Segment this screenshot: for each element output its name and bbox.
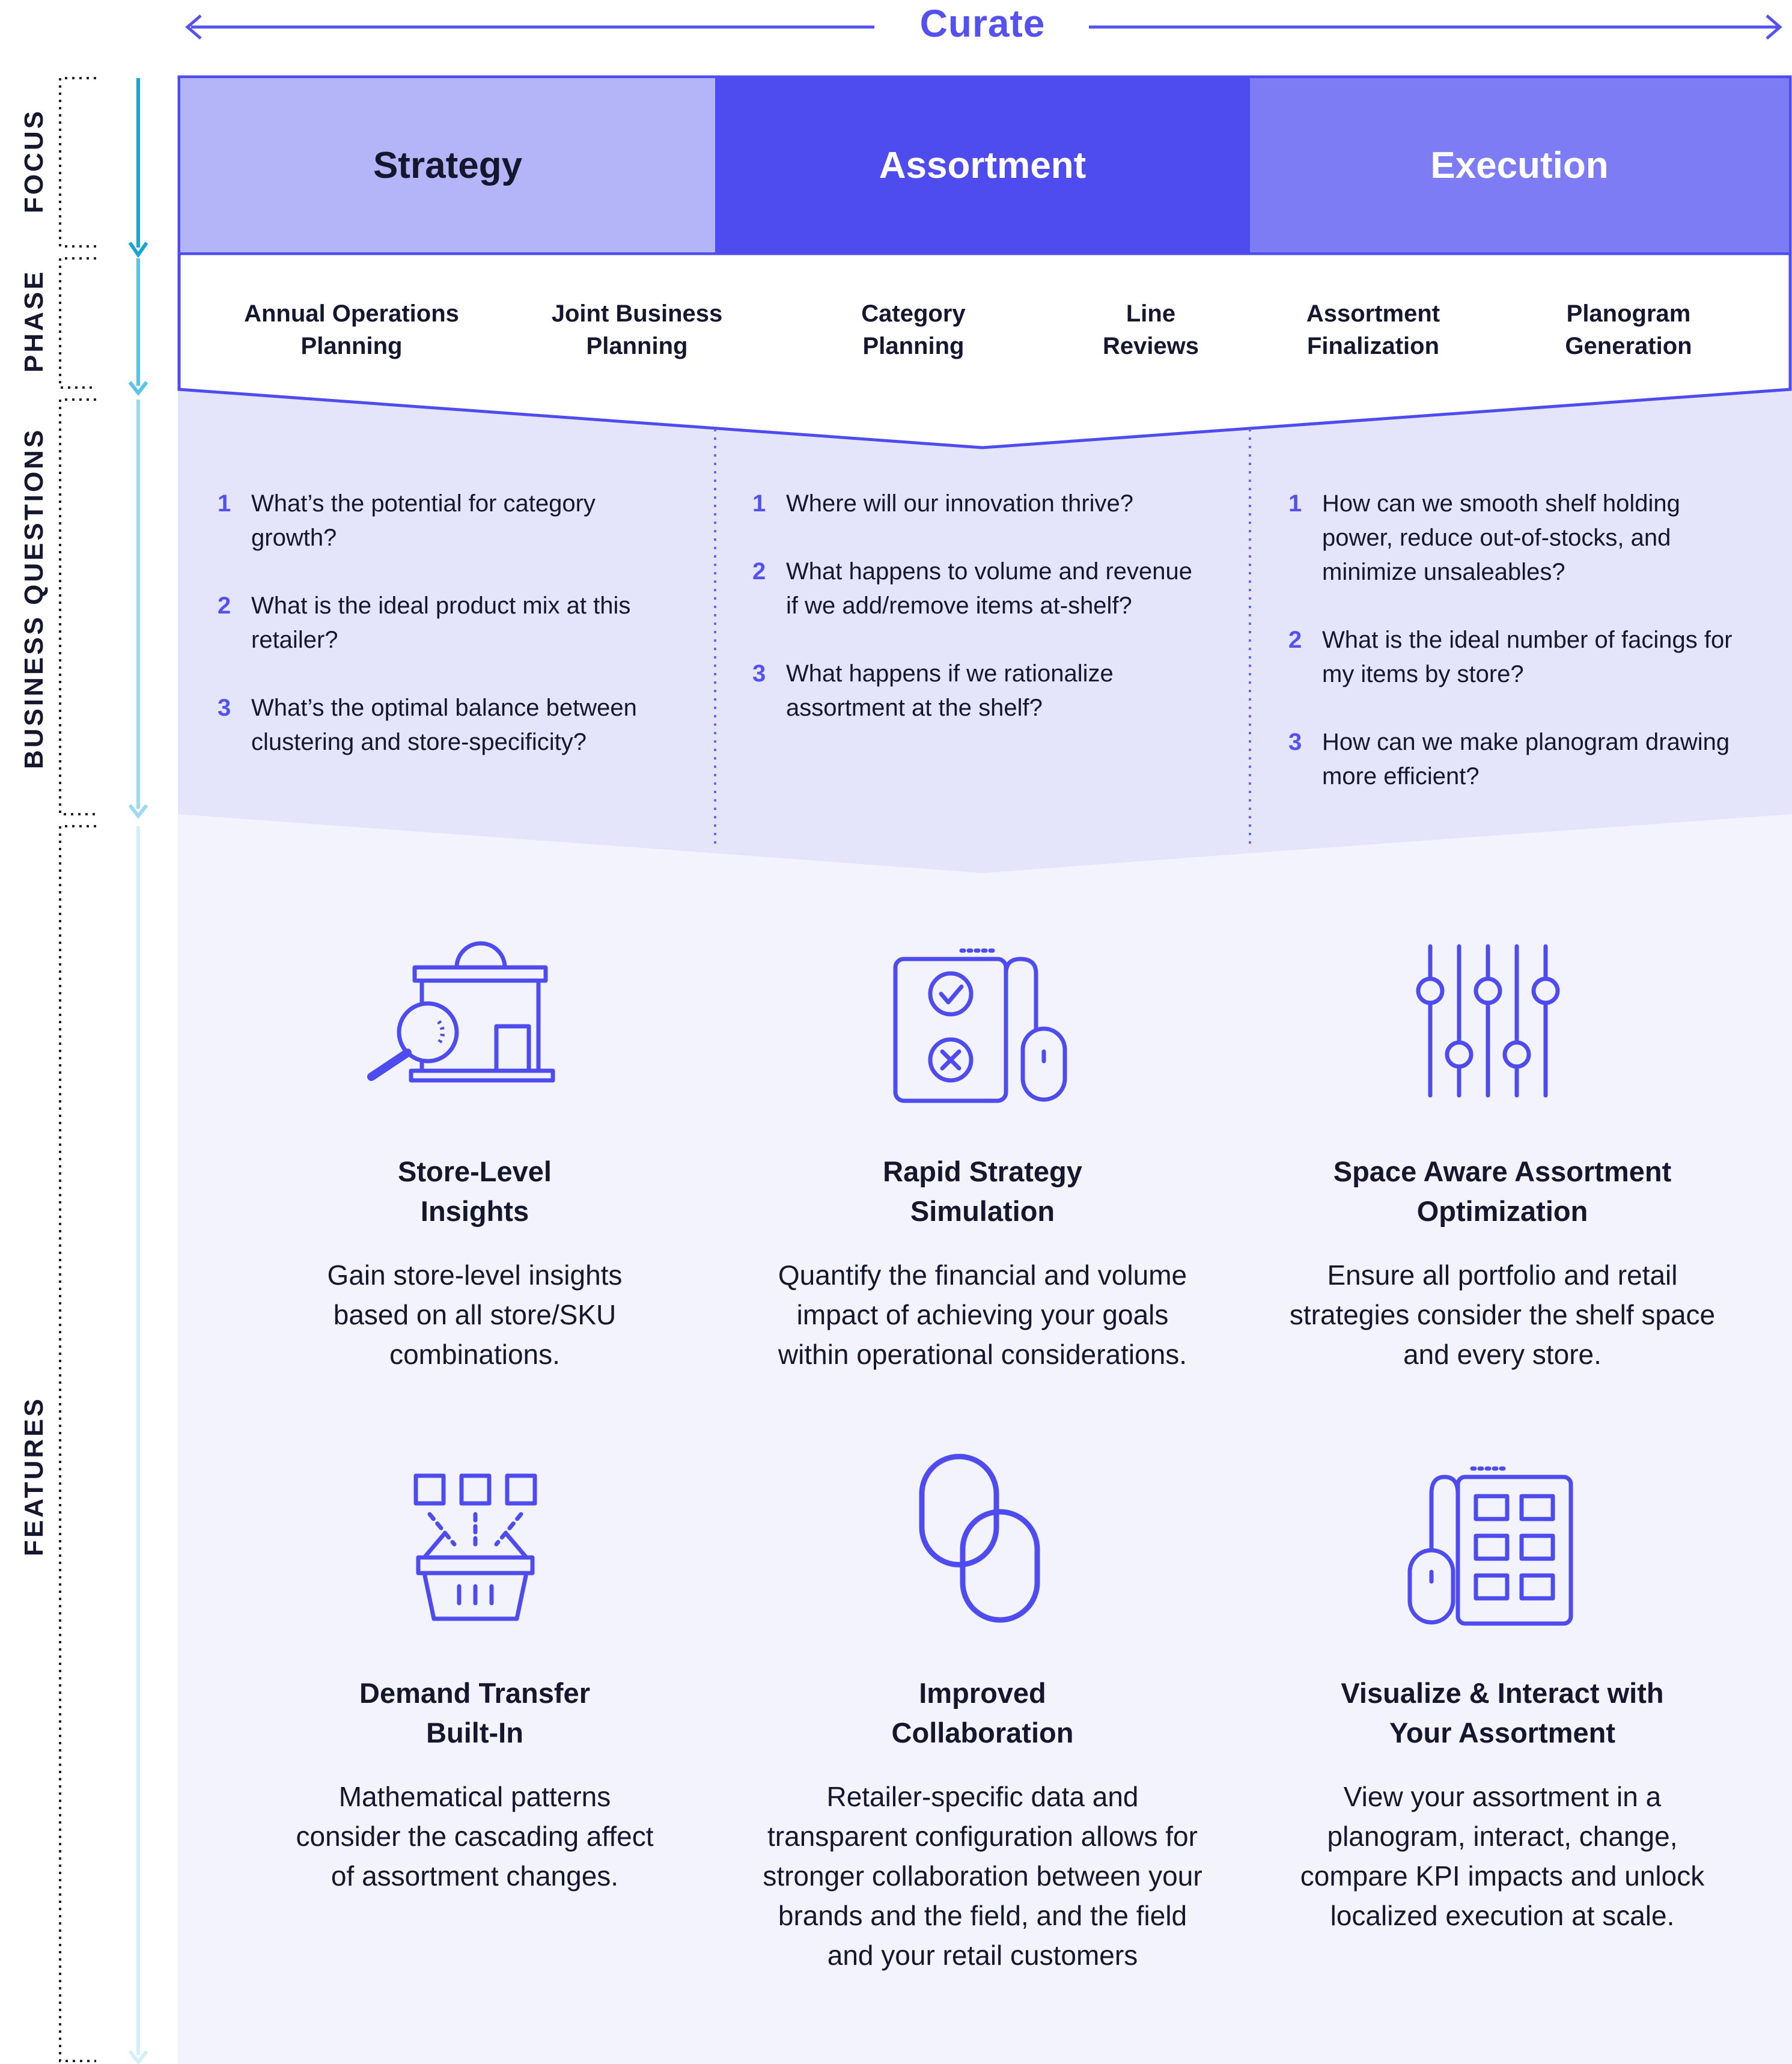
feature-desc-line: based on all store/SKU [333,1299,617,1330]
phase-assortment-finalization [1280,297,1466,362]
rail-label-business-questions: BUSINESS QUESTIONS [19,427,49,769]
question-text: What happens if we rationalize assortment at the shelf? [786,660,1114,721]
questions-assortment [752,487,1209,759]
feature-title-line: Simulation [910,1195,1055,1227]
question-number: 1 [218,490,231,517]
feature-title-demand-transfer-built-in [210,1673,739,1753]
phase-planogram-generation [1538,297,1719,362]
feature-desc-improved-collaboration [715,1777,1250,1975]
phase-joint-business-planning [529,297,745,362]
feature-title-line: Demand Transfer [359,1677,590,1709]
feature-desc-demand-transfer-built-in [210,1777,739,1896]
phase-line: Joint Business [551,300,723,327]
question-text: How can we make planogram drawing more efficient? [1322,729,1730,790]
phase-line: Line [1126,300,1176,327]
simulation-checklist-icon [889,937,1088,1106]
feature-desc-line: consider the cascading affect [296,1821,654,1852]
feature-title-store-level-insights [210,1152,739,1231]
feature-title-line: Your Assortment [1389,1717,1616,1749]
questions-execution [1288,487,1745,827]
feature-title-line: Store-Level [398,1155,552,1187]
question-item [218,589,674,657]
question-item [752,487,1209,521]
feature-desc-line: strategies consider the shelf space [1289,1299,1716,1330]
store-search-icon [355,937,565,1106]
rail-label-phase: PHASE [19,269,49,373]
feature-desc-line: within operational considerations. [778,1339,1187,1370]
feature-desc-line: Quantify the financial and volume [778,1259,1187,1291]
feature-desc-space-aware-assortment-optimization [1250,1255,1755,1374]
feature-title-line: Space Aware Assortment [1333,1155,1672,1187]
basket-transfer-icon [397,1466,553,1628]
phase-line: Category [861,300,966,327]
linked-rings-icon [907,1448,1052,1628]
feature-desc-line: Retailer-specific data and [826,1781,1139,1812]
feature-desc-line: Mathematical patterns [338,1781,611,1812]
question-item [1288,487,1745,589]
sliders-icon [1406,940,1562,1103]
feature-desc-line: and your retail customers [827,1940,1138,1971]
feature-desc-line: and every store. [1403,1339,1602,1370]
planogram-grid-icon [1388,1460,1586,1628]
phase-category-planning [817,297,1010,362]
question-number: 1 [752,490,766,517]
question-number: 2 [218,592,231,619]
focus-assortment [715,78,1250,252]
feature-title-visualize-interact [1250,1673,1755,1753]
question-text: Where will our innovation thrive? [786,490,1134,517]
feature-title-line: Visualize & Interact with [1341,1677,1664,1709]
phase-annual-operations-planning [231,297,472,362]
question-number: 3 [218,695,231,721]
phase-line: Planning [586,333,688,359]
feature-desc-rapid-strategy-simulation [715,1255,1250,1374]
feature-desc-line: of assortment changes. [331,1860,619,1892]
question-number: 2 [1288,627,1302,653]
feature-title-rapid-strategy-simulation [715,1152,1250,1231]
phase-line: Planning [862,333,965,359]
focus-execution [1250,78,1789,252]
rail-label-focus: FOCUS [19,109,49,213]
question-item [218,691,674,760]
focus-strategy [180,78,715,252]
question-text: How can we smooth shelf holding power, reduce out-of-stocks, and minimize unsaleables? [1322,490,1680,585]
feature-desc-line: impact of achieving your goals [796,1299,1169,1330]
feature-desc-line: localized execution at scale. [1330,1900,1675,1931]
phase-line: Finalization [1307,333,1439,359]
rail-label-features: FEATURES [19,1396,49,1556]
feature-title-line: Collaboration [891,1717,1074,1749]
question-text: What’s the potential for category growth? [251,490,596,551]
question-number: 2 [752,558,766,585]
feature-title-space-aware-assortment-optimization [1250,1152,1755,1231]
feature-title-improved-collaboration [715,1673,1250,1753]
question-item [1288,725,1745,794]
phase-line: Annual Operations [244,300,459,327]
focus-execution-label: Execution [1430,144,1609,186]
questions-strategy [218,487,674,793]
question-number: 1 [1288,490,1302,517]
focus-strategy-label: Strategy [373,144,523,186]
feature-desc-line: compare KPI impacts and unlock [1300,1860,1705,1892]
phase-line: Planogram [1566,300,1691,327]
feature-desc-line: transparent configuration allows for [767,1821,1198,1852]
feature-title-line: Built-In [426,1717,523,1749]
phase-line: Planning [300,333,403,359]
feature-title-line: Rapid Strategy [883,1155,1082,1187]
curate-label: Curate [919,2,1046,45]
question-text: What happens to volume and revenue if we add/remove items at-shelf? [786,558,1192,619]
feature-desc-line: brands and the field, and the field [778,1900,1187,1931]
feature-desc-visualize-interact [1250,1777,1755,1935]
feature-desc-store-level-insights [210,1255,739,1374]
phase-line: Generation [1565,333,1692,359]
feature-desc-line: View your assortment in a [1343,1781,1662,1812]
feature-title-line: Optimization [1416,1195,1588,1227]
phase-line: Assortment [1306,300,1440,327]
feature-title-line: Improved [919,1677,1046,1709]
question-text: What is the ideal number of facings for my items by store? [1322,627,1733,687]
feature-desc-line: planogram, interact, change, [1327,1821,1678,1852]
phase-line: Reviews [1102,333,1199,359]
question-item [752,657,1209,725]
phase-line-reviews [1070,297,1232,362]
question-item [218,487,674,555]
feature-desc-line: stronger collaboration between your [763,1860,1202,1892]
focus-assortment-label: Assortment [879,144,1086,186]
question-text: What’s the optimal balance between clustering and store-specificity? [251,695,637,755]
question-text: What is the ideal product mix at this retailer? [251,592,631,653]
question-item [752,555,1209,623]
question-number: 3 [752,660,766,687]
question-item [1288,623,1745,692]
feature-desc-line: combinations. [389,1339,560,1370]
feature-desc-line: Gain store-level insights [327,1259,623,1291]
feature-title-line: Insights [420,1195,529,1227]
feature-desc-line: Ensure all portfolio and retail [1327,1259,1678,1291]
question-number: 3 [1288,729,1302,755]
